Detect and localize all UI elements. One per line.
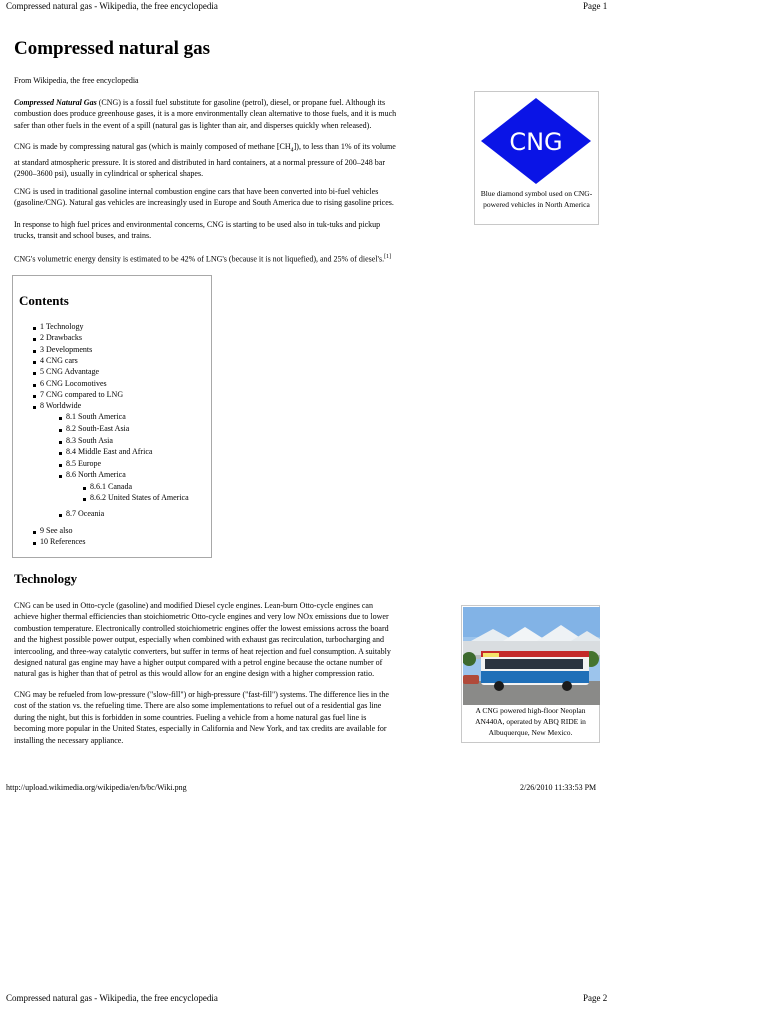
tech-p1-line: CNG can be used in Otto-cycle (gasoline) and modified Diesel cycle engines. Lean-burn Otto-cycle engines can [14, 601, 373, 610]
intro-p2-line3: (2900–3600 psi), usually in cylindrical or spherical shapes. [14, 169, 204, 179]
cng-symbol-figure [474, 91, 599, 225]
bullet-icon [59, 429, 62, 432]
bullet-icon [83, 498, 86, 501]
toc-item-technology[interactable]: 1 Technology [33, 322, 84, 332]
tech-p2-line: becoming more popular in the United States, especially in California and New York, and tax credits are available for [14, 724, 387, 734]
tech-p1-line: achieve higher thermal efficiencies than stoichiometric Otto-cycle engines and very low NOx emissions due to lower [14, 612, 389, 622]
from-wikipedia: From Wikipedia, the free encyclopedia [14, 76, 139, 85]
toc-item-drawbacks[interactable]: 2 Drawbacks [33, 333, 82, 343]
toc-item-references[interactable]: 10 References [33, 537, 86, 547]
intro-p2-line1a: CNG is made by compressing natural gas (which is mainly composed of methane [CH [14, 142, 291, 151]
bullet-icon [33, 406, 36, 409]
print-header-page: Page 1 [583, 1, 608, 11]
toc-item-worldwide[interactable]: 8 Worldwide [33, 401, 81, 411]
intro-paragraph-5 [14, 252, 474, 265]
bullet-icon [33, 361, 36, 364]
intro-p4-line2: trucks, transit and school buses, and trains. [14, 231, 152, 241]
toc-item-middle-east-africa[interactable]: 8.4 Middle East and Africa [59, 447, 152, 457]
intro-p2-line2: at standard atmospheric pressure. It is stored and distributed in hard containers, at a normal pressure of 200–248 bar [14, 158, 386, 167]
tech-p2-line: CNG may be refueled from low-pressure ("slow-fill") or high-pressure ("fast-fill") systems. The difference lies in the [14, 690, 389, 699]
toc-item-cng-cars[interactable]: 4 CNG cars [33, 356, 78, 366]
toc-item-usa[interactable]: 8.6.2 United States of America [83, 493, 189, 503]
footer-datetime: 2/26/2010 11:33:53 PM [520, 783, 597, 792]
toc-item-south-asia[interactable]: 8.3 South Asia [59, 436, 113, 446]
page2-header-title: Compressed natural gas - Wikipedia, the free encyclopedia [6, 993, 218, 1003]
tech-p1-line: natural gas is higher than that of petrol as this would allow for an engine design with a higher compression ratio. [14, 669, 375, 679]
intro-paragraph-2 [14, 141, 464, 180]
intro-p1-line1: (CNG) is a fossil fuel substitute for gasoline (petrol), diesel, or propane fuel. Although its [96, 98, 386, 107]
intro-p4-line1: In response to high fuel prices and environmental concerns, CNG is starting to be used also in tuk-tuks and pickup [14, 220, 381, 229]
bullet-icon [83, 487, 86, 490]
intro-paragraph-1 [14, 97, 464, 131]
cng-diamond-image[interactable] [475, 92, 600, 188]
bullet-icon [59, 464, 62, 467]
toc-item-north-america[interactable]: 8.6 North America [59, 470, 126, 480]
intro-p2-line1b: ]), to less than 1% of its volume [293, 142, 396, 151]
intro-p5-text: CNG's volumetric energy density is estimated to be 42% of LNG's (because it is not liquefied), and 25% of diesel's. [14, 254, 385, 264]
tech-p2-line: during the night, but this is forbidden in some countries. Fueling a vehicle from a home natural gas fuel line is [14, 712, 367, 722]
intro-p1-line3: safer than other fuels in the event of a spill (natural gas is lighter than air, and disperses quickly when released). [14, 120, 372, 130]
technology-paragraph-1 [14, 600, 454, 680]
tech-p2-line: installing the necessary appliance. [14, 735, 124, 745]
reference-link[interactable]: [1] [384, 254, 392, 260]
bullet-icon [59, 475, 62, 478]
toc-item-canada[interactable]: 8.6.1 Canada [83, 482, 132, 492]
footer-url[interactable]: http://upload.wikimedia.org/wikipedia/en/b/bc/Wiki.png [6, 783, 187, 792]
bullet-icon [33, 542, 36, 545]
tech-p1-line: combustion temperature. Electronically controlled stoichiometric engines offer the lowest emissions across the board [14, 623, 389, 633]
bullet-icon [59, 452, 62, 455]
bullet-icon [33, 327, 36, 330]
intro-p3-line1: CNG is used in traditional gasoline internal combustion engine cars that have been converted into bi-fuel vehicles [14, 187, 379, 196]
technology-paragraph-2 [14, 689, 454, 746]
toc-item-cng-advantage[interactable]: 5 CNG Advantage [33, 367, 99, 377]
toc-item-see-also[interactable]: 9 See also [33, 526, 72, 536]
toc-item-oceania[interactable]: 8.7 Oceania [59, 509, 104, 519]
toc-item-south-east-asia[interactable]: 8.2 South-East Asia [59, 424, 129, 434]
bullet-icon [59, 417, 62, 420]
tech-p1-line: and the highest possible power output, especially when combined with exhaust gas recirculation, turbocharging and [14, 635, 384, 645]
cng-logo-text: CNG [509, 128, 563, 156]
toc-item-cng-locomotives[interactable]: 6 CNG Locomotives [33, 379, 107, 389]
toc-title: Contents [19, 293, 69, 308]
bus-figure-caption: A CNG powered high-floor Neoplan AN440A, operated by ABQ RIDE in Albuquerque, New Mexico. [475, 706, 586, 737]
intro-p3-line2: (gasoline/CNG). Natural gas vehicles are increasingly used in Europe and South America due to rising gasoline prices. [14, 198, 394, 208]
toc-item-cng-vs-lng[interactable]: 7 CNG compared to LNG [33, 390, 123, 400]
cng-term: Compressed Natural Gas [14, 98, 97, 107]
intro-paragraph-3 [14, 186, 464, 209]
cng-figure-caption: Blue diamond symbol used on CNG-powered vehicles in North America [480, 189, 593, 209]
bullet-icon [33, 384, 36, 387]
print-header-title: Compressed natural gas - Wikipedia, the free encyclopedia [6, 1, 218, 11]
bullet-icon [59, 514, 62, 517]
intro-paragraph-4 [14, 219, 464, 242]
tech-p1-line: intercooling, and three-way catalytic converters, but suffer in terms of heat rejection and fuel consumption. A suitably [14, 646, 391, 656]
intro-p1-line2: combustion does produce greenhouse gases, it is a more environmentally clean alternative to those fuels, and it is much [14, 109, 397, 119]
tech-p2-line: cost of the station vs. the refueling time. There are also some implementations to refuel out of a residential gas line [14, 701, 382, 711]
bullet-icon [33, 531, 36, 534]
bullet-icon [33, 395, 36, 398]
bullet-icon [33, 372, 36, 375]
table-of-contents [12, 275, 212, 558]
tech-p1-line: designed natural gas engine may have a higher output compared with a petrol engine because the octane number of [14, 658, 383, 668]
bus-photo[interactable] [463, 607, 600, 705]
toc-item-south-america[interactable]: 8.1 South America [59, 412, 126, 422]
technology-heading: Technology [14, 571, 78, 586]
bus-figure [461, 605, 600, 743]
methane-subscript: 4 [290, 147, 294, 154]
bullet-icon [33, 350, 36, 353]
bullet-icon [33, 338, 36, 341]
toc-item-europe[interactable]: 8.5 Europe [59, 459, 101, 469]
page2-header-page: Page 2 [583, 993, 608, 1003]
toc-item-developments[interactable]: 3 Developments [33, 345, 92, 355]
bullet-icon [59, 441, 62, 444]
page-title: Compressed natural gas [14, 38, 210, 59]
